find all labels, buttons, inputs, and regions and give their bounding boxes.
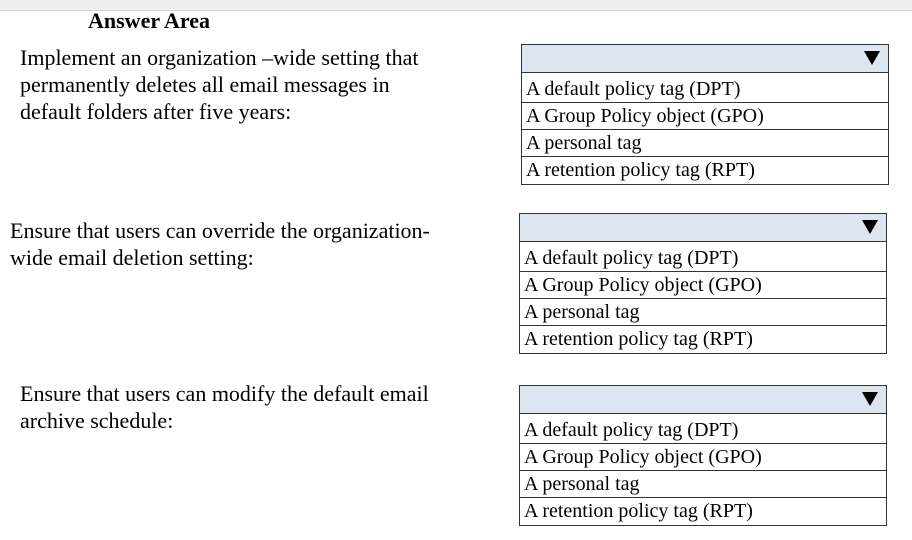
question-2-dropdown[interactable] xyxy=(519,213,887,354)
dropdown-arrow-icon[interactable] xyxy=(862,220,878,234)
question-3-dropdown[interactable] xyxy=(519,385,887,526)
question-1-option-personal-tag[interactable]: A personal tag xyxy=(522,130,888,157)
question-3-option-personal-tag[interactable]: A personal tag xyxy=(520,471,886,498)
question-1-prompt: Implement an organization –wide setting that permanently deletes all email messages in default folders after five years: xyxy=(20,45,419,124)
dropdown-arrow-icon[interactable] xyxy=(864,51,880,65)
question-2-option-gpo[interactable]: A Group Policy object (GPO) xyxy=(520,272,886,299)
dropdown-arrow-icon[interactable] xyxy=(862,392,878,406)
question-3-option-dpt[interactable]: A default policy tag (DPT) xyxy=(520,417,886,444)
question-3-option-gpo[interactable]: A Group Policy object (GPO) xyxy=(520,444,886,471)
question-2-option-personal-tag[interactable]: A personal tag xyxy=(520,299,886,326)
answer-area-title: Answer Area xyxy=(88,8,211,33)
question-2-prompt: Ensure that users can override the organization- wide email deletion setting: xyxy=(10,218,430,270)
question-1-option-rpt[interactable]: A retention policy tag (RPT) xyxy=(526,159,755,181)
question-1-option-dpt[interactable]: A default policy tag (DPT) xyxy=(522,76,888,103)
question-1-option-gpo[interactable]: A Group Policy object (GPO) xyxy=(522,103,888,130)
question-2-dropdown-header[interactable] xyxy=(520,214,886,242)
question-3-prompt: Ensure that users can modify the default email archive schedule: xyxy=(20,381,429,433)
question-2-option-dpt[interactable]: A default policy tag (DPT) xyxy=(520,245,886,272)
question-2-option-rpt[interactable]: A retention policy tag (RPT) xyxy=(524,328,753,350)
question-1-dropdown[interactable] xyxy=(521,44,889,185)
question-3-option-rpt[interactable]: A retention policy tag (RPT) xyxy=(524,500,753,522)
question-3-dropdown-header[interactable] xyxy=(520,386,886,414)
question-1-dropdown-header[interactable] xyxy=(522,45,888,73)
